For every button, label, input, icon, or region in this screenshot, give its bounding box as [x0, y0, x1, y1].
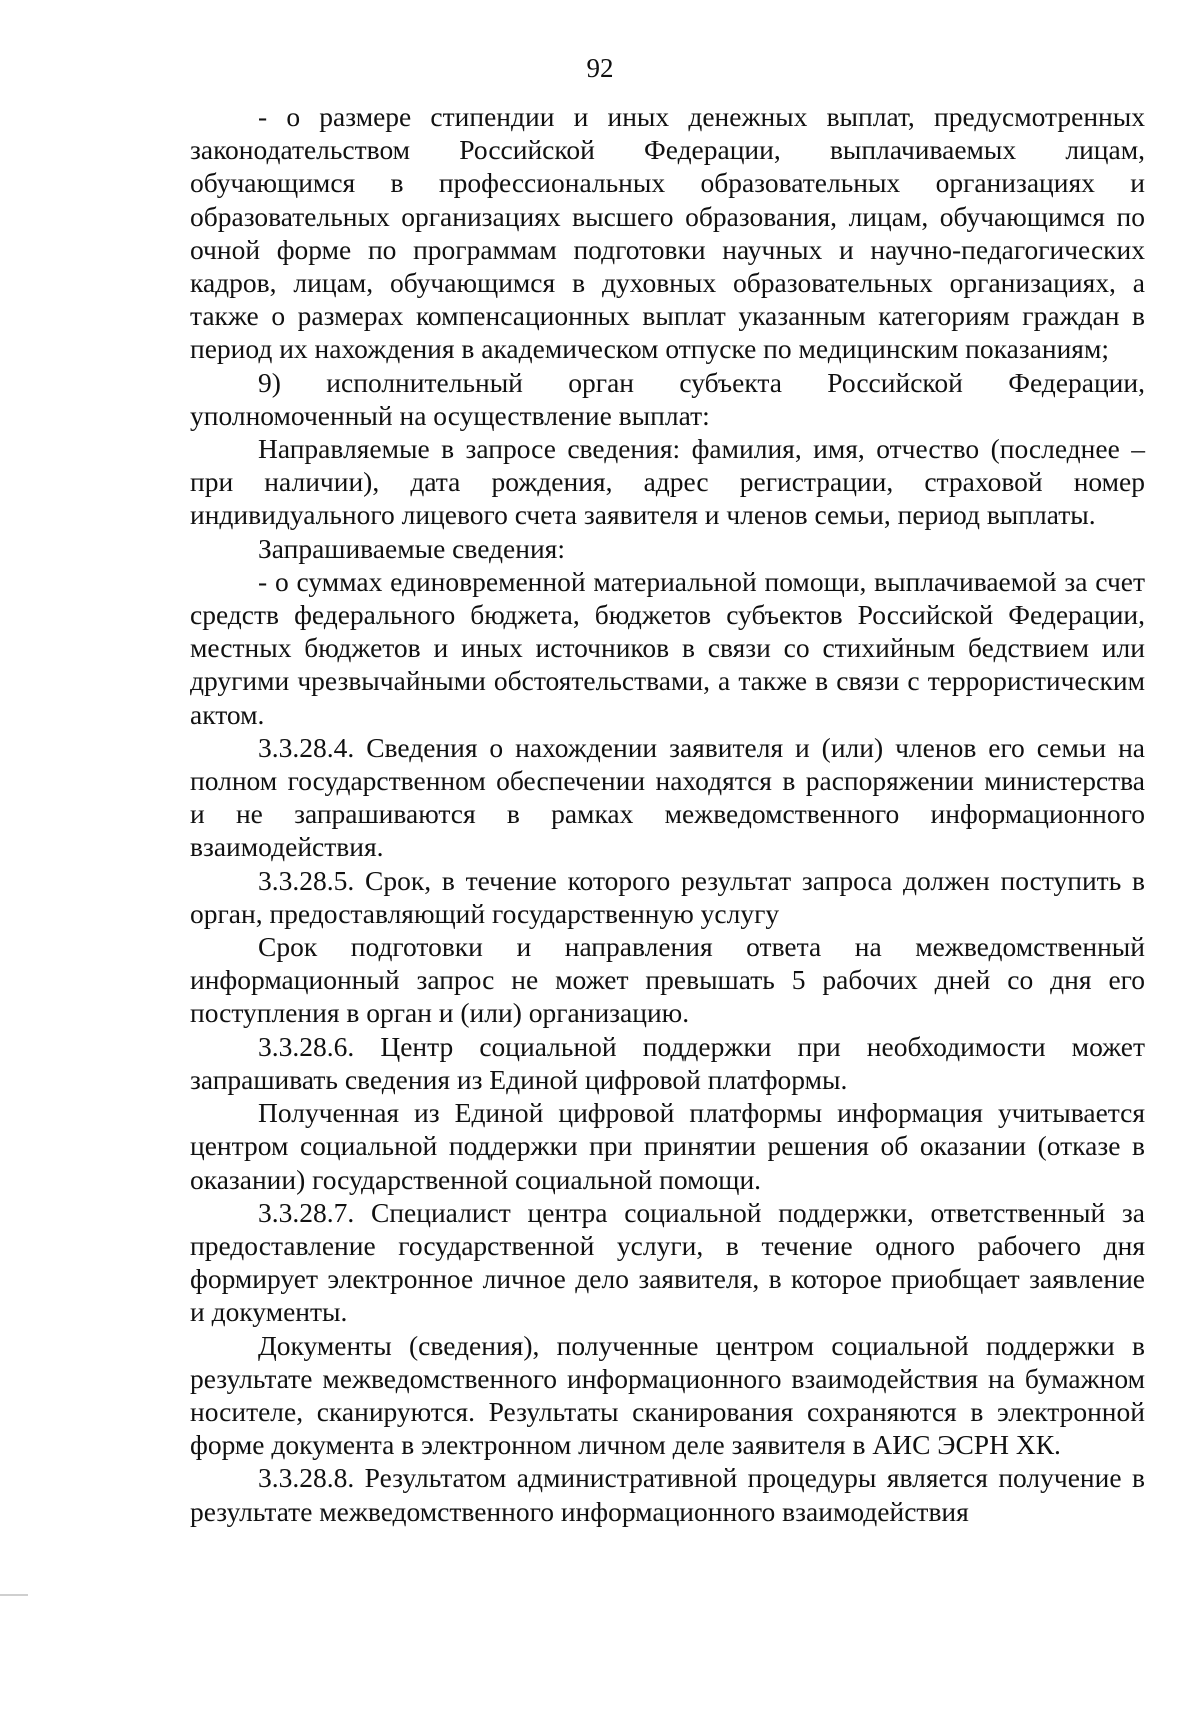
paragraph-3-3-28-5: 3.3.28.5. Срок, в течение которого результат запроса должен поступить в орган, предоставляющий государственную услугу [190, 864, 1145, 929]
paragraph-material-aid: - о суммах единовременной материальной помощи, выплачиваемой за счет средств федерального бюджета, бюджетов субъектов Российской Федерации, местных бюджетов и иных источников в связи со стихийным бедствием или другими чрезвычайными обстоятельствами, а также в связи с террористическим актом. [190, 565, 1145, 730]
paragraph-sent-information: Направляемые в запросе сведения: фамилия, имя, отчество (последнее – при наличии), дата рождения, адрес регистрации, страховой номер индивидуального лицевого счета заявителя и членов семьи, период выплаты. [190, 433, 1145, 531]
paragraph-scholarship-payments: - о размере стипендии и иных денежных выплат, предусмотренных законодательством Российской Федерации, выплачиваемых лицам, обучающимся в профессиональных образовательных организациях и образовательных организациях высшего образования, лицам, обучающимся по очной форме по программам подготовки научных и научно-педагогических кадров, лицам, обучающимся в духовных образовательных организациях, а также о размерах компенсационных выплат указанным категориям граждан в период их нахождения в академическом отпуске по медицинским показаниям; [190, 101, 1145, 365]
page-number: 92 [586, 53, 614, 83]
paragraph-response-deadline: Срок подготовки и направления ответа на межведомственный информационный запрос не может превышать 5 рабочих дней со дня его поступления в орган и (или) организацию. [190, 931, 1145, 1029]
paragraph-requested-information-heading: Запрашиваемые сведения: [258, 532, 565, 564]
paragraph-scanned-documents: Документы (сведения), полученные центром социальной поддержки в результате межведомственного информационного взаимодействия на бумажном носителе, сканируются. Результаты сканирования сохраняются в электронной форме документа в электронном личном деле заявителя в АИС ЭСРН ХК. [190, 1329, 1145, 1461]
paragraph-platform-information: Полученная из Единой цифровой платформы информация учитывается центром социальной поддержки при принятии решения об оказании (отказе в оказании) государственной социальной помощи. [190, 1097, 1145, 1195]
paragraph-item-9: 9) исполнительный орган субъекта Российской Федерации, уполномоченный на осуществление выплат: [190, 366, 1145, 431]
paragraph-3-3-28-6: 3.3.28.6. Центр социальной поддержки при необходимости может запрашивать сведения из Единой цифровой платформы. [190, 1030, 1145, 1095]
scan-edge-mark [0, 1594, 28, 1596]
document-body [190, 100, 1145, 1528]
paragraph-3-3-28-7: 3.3.28.7. Специалист центра социальной поддержки, ответственный за предоставление государственной услуги, в течение одного рабочего дня формирует электронное личное дело заявителя, в которое приобщает заявление и документы. [190, 1196, 1145, 1328]
paragraph-3-3-28-8: 3.3.28.8. Результатом административной процедуры является получение в результате межведомственного информационного взаимодействия [190, 1462, 1145, 1527]
paragraph-3-3-28-4: 3.3.28.4. Сведения о нахождении заявителя и (или) членов его семьи на полном государственном обеспечении находятся в распоряжении министерства и не запрашиваются в рамках межведомственного информационного взаимодействия. [190, 731, 1145, 863]
